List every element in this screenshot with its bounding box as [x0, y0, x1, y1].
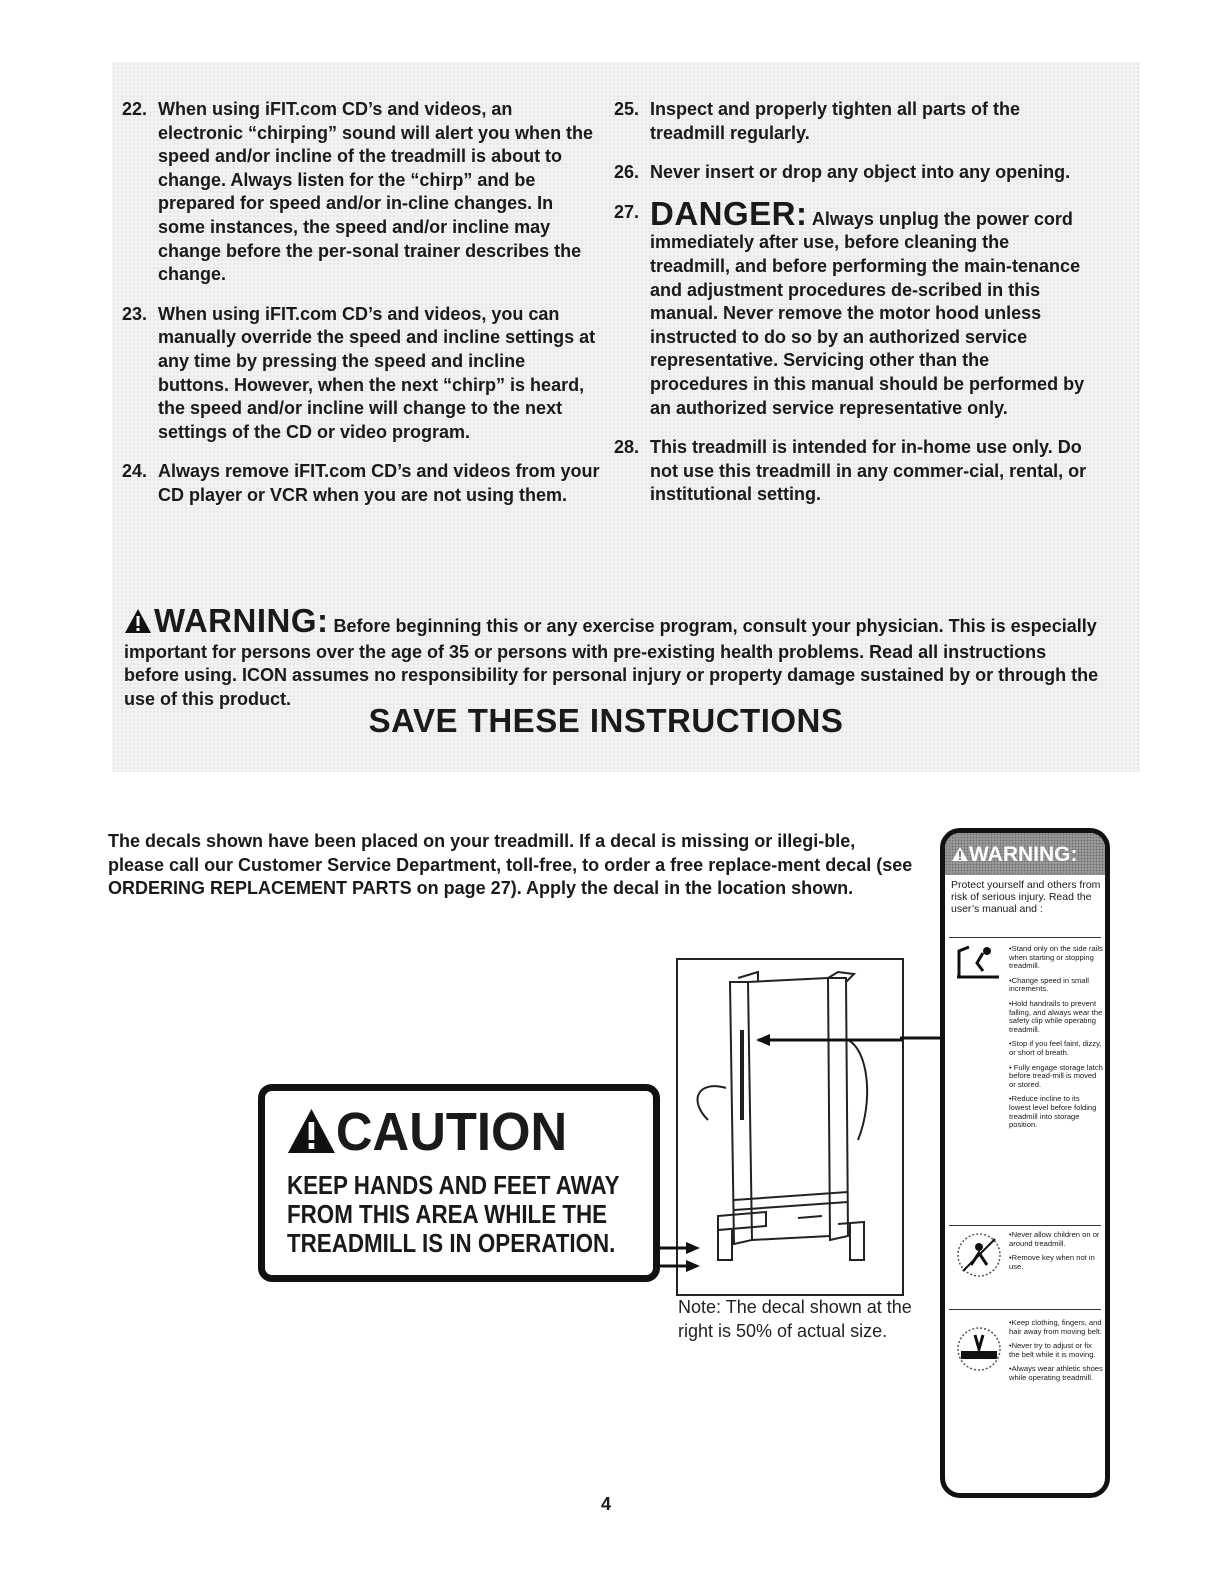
instruction-item-23 [122, 303, 600, 445]
moving-belt-icon [955, 1325, 1003, 1373]
instruction-item-27 [614, 194, 1092, 420]
caution-message [287, 1171, 620, 1258]
instruction-item-25 [614, 98, 1092, 145]
decal-leader-line [900, 1034, 944, 1042]
stand-on-rails-icon [953, 943, 1003, 983]
caution-line-1: KEEP HANDS AND FEET AWAY [287, 1170, 620, 1200]
item-text: Always remove iFIT.com CD’s and videos from your CD player or VCR when you are not using them. [158, 461, 600, 505]
instructions-left-column [122, 98, 600, 524]
divider [949, 1309, 1101, 1310]
decal-title: WARNING: [951, 843, 1078, 867]
decal-instruction-group-3: •Keep clothing, fingers, and hair away from moving belt. •Never try to adjust or fix the belt while it is moving. •Always wear athletic shoes while operating treadmill. [1009, 1318, 1103, 1382]
item-text: Always unplug the power cord immediately after use, before cleaning the treadmill, and before performing the main-tenance and adjustment procedures de-scribed in this manual. Never remove the motor hood unless instructed to do so by an authorized service representative. Servicing other than the procedures in this manual should be performed by an authorized service representative only. [650, 208, 1085, 418]
instruction-item-24 [122, 460, 600, 507]
instruction-item-22 [122, 98, 600, 287]
item-text: Never insert or drop any object into any opening. [650, 162, 1071, 183]
warning-keyword: WARNING: [154, 602, 329, 639]
item-number: 24. [122, 461, 148, 482]
item-number: 25. [614, 99, 640, 119]
caution-triangle-icon [287, 1108, 336, 1154]
item-text: When using iFIT.com CD’s and videos, an electronic “chirping” sound will alert you when the speed and/or incline of the treadmill is about to change. Always listen for the “chirp” and be prepared for speed and/or in-cline changes. In some instances, the speed and/or incline may change before the per-sonal trainer describes the change. [158, 99, 594, 285]
divider [949, 937, 1101, 938]
warning-paragraph [124, 602, 1104, 711]
treadmill-diagram [676, 958, 904, 1296]
item-text: Inspect and properly tighten all parts of the treadmill regularly. [650, 99, 1021, 143]
warning-triangle-icon [124, 608, 152, 641]
decal-instruction-group-2: •Never allow children on or around treadmill. •Remove key when not in use. [1009, 1230, 1100, 1271]
item-number: 23. [122, 303, 148, 324]
warning-text: Before beginning this or any exercise program, consult your physician. This is especially important for persons over the age of 35 or persons with pre-existing health problems. Read all instructions before using. ICON assumes no responsibility for personal injury or property damage sustained by or through the use of this product. [124, 616, 1099, 709]
item-number: 26. [614, 162, 640, 183]
decal-intro-text: The decals shown have been placed on your treadmill. If a decal is missing or illegi-ble, please call our Customer Service Department, toll-free, to order a free replace-ment decal (see ORDERING REPLACEMENT PARTS on page 27). Apply the decal in the location shown. [108, 831, 913, 899]
divider [949, 1225, 1101, 1226]
instruction-item-28 [614, 436, 1092, 507]
caution-decal [258, 1084, 660, 1282]
warning-decal [940, 828, 1110, 1498]
decal-instruction-group-1: •Stand only on the side rails when starting or stopping treadmill. •Change speed in small increments. •Hold handrails to prevent falling, and always wear the safety clip while operating treadmill. •Stop if you feel faint, dizzy, or short of breath. • Fully engage storage latch before tread-mill is moved or stored. •Reduce incline to its lowest level before folding treadmill into storage position. [1009, 944, 1103, 1130]
page-number: 4 [600, 1494, 611, 1514]
item-number: 28. [614, 437, 640, 458]
decal-intro: Protect yourself and others from risk of serious injury. Read the user’s manual and : [951, 879, 1101, 915]
instruction-item-26 [614, 161, 1092, 185]
danger-keyword: DANGER: [650, 194, 808, 232]
caution-title: CAUTION [335, 1102, 568, 1162]
item-text: When using iFIT.com CD’s and videos, you can manually override the speed and incline settings at any time by pressing the speed and incline buttons. However, when the next “chirp” is heard, the speed and/or incline will change to the next settings of the CD or video program. [158, 303, 596, 442]
caution-heading [287, 1101, 567, 1163]
item-number: 22. [122, 99, 148, 119]
no-children-icon [955, 1231, 1003, 1279]
caution-line-3: TREADMILL IS IN OPERATION. [287, 1228, 616, 1258]
decal-size-note: Note: The decal shown at the right is 50% of actual size. [678, 1297, 912, 1341]
caution-line-2: FROM THIS AREA WHILE THE [287, 1199, 608, 1229]
instructions-right-column [614, 98, 1092, 523]
item-text: This treadmill is intended for in-home use only. Do not use this treadmill in any commer-cial, rental, or institutional setting. [650, 437, 1087, 505]
item-number: 27. [614, 201, 640, 222]
decal-warning-triangle-icon [951, 846, 969, 862]
save-instructions-heading: SAVE THESE INSTRUCTIONS [368, 702, 844, 739]
